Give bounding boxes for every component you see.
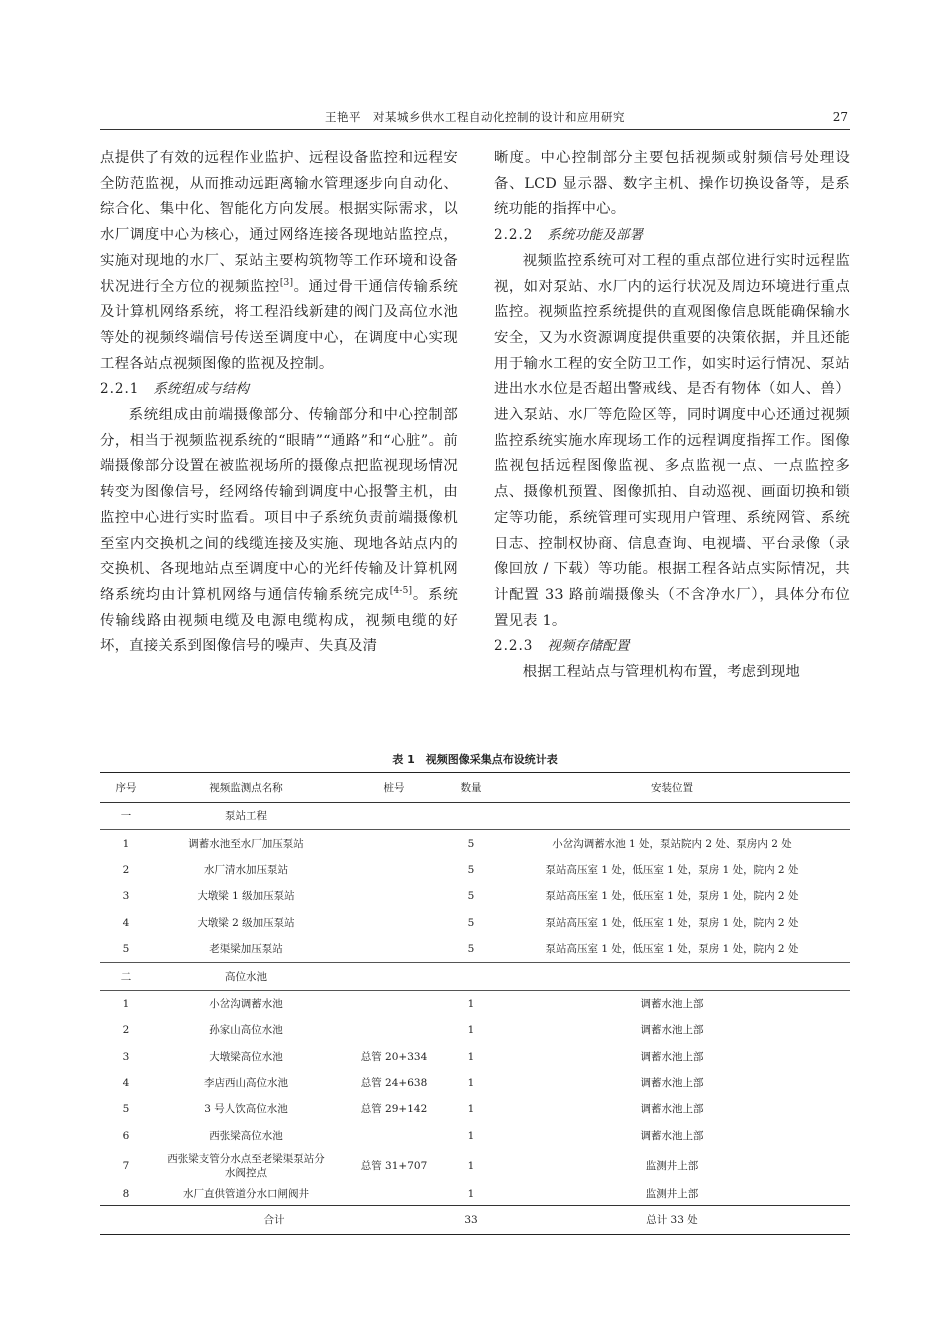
section-number: 2.2.1 <box>100 381 140 398</box>
table-cell: 泵站工程 <box>152 803 340 830</box>
table-cell: 调蓄水池上部 <box>640 1024 704 1037</box>
table-cell: 6 <box>122 1129 130 1142</box>
table-cell: 一 <box>100 803 152 830</box>
running-title: 王艳平 对某城乡供水工程自动化控制的设计和应用研究 <box>325 110 625 124</box>
table-cell: 8 <box>122 1188 130 1201</box>
table-cell: 小岔沟调蓄水池 1 处，泵站院内 2 处、泵房内 2 处 <box>552 837 792 850</box>
page-number: 27 <box>832 110 848 124</box>
table-section-row <box>100 803 850 830</box>
paragraph-text: 。系统传输线路由视频电缆及电源电缆构成，视频电缆的好坏，直接关系到图像信号的噪声、失真及清 <box>100 586 458 655</box>
table-cell: 泵站高压室 1 处，低压室 1 处，泵房 1 处，院内 2 处 <box>545 890 799 903</box>
table-cell: 3 <box>122 890 130 903</box>
table-cell <box>340 910 448 936</box>
table-row <box>100 990 850 1017</box>
table-cell: 1 <box>467 1160 475 1173</box>
section-heading-2-2-2 <box>494 223 850 249</box>
table-cell: 4 <box>122 1077 130 1090</box>
table-cell: 5 <box>467 943 475 956</box>
table-cell: 5 <box>122 943 130 956</box>
table-cell: 7 <box>122 1160 130 1173</box>
table-cell <box>340 883 448 909</box>
paragraph-text: 点提供了有效的远程作业监护、远程设备监控和远程安全防范监视，从而推动远距离输水管理逐步向自动化、综合化、集中化、智能化方向发展。根据实际需求，以水厂调度中心为核心，通过网络连接各现地站监控点，实施对现地的水厂、泵站主要构筑物等工作环境和设备状况进行全方位的视频监控 <box>100 150 458 295</box>
table-cell <box>340 803 448 830</box>
table-cell: 调蓄水池上部 <box>640 1103 704 1116</box>
column-header: 视频监测点名称 <box>152 773 340 803</box>
total-location: 总计 33 处 <box>494 1206 850 1235</box>
paragraph: 晰度。中心控制部分主要包括视频或射频信号处理设备、LCD 显示器、数字主机、操作切换设备等，是系统功能的指挥中心。 <box>494 150 850 218</box>
table-cell: 泵站高压室 1 处，低压室 1 处，泵房 1 处，院内 2 处 <box>545 863 799 876</box>
table-cell <box>340 1183 448 1206</box>
table-cell: 1 <box>467 1077 475 1090</box>
table-row <box>100 1044 850 1070</box>
table-cell: 老渠梁加压泵站 <box>209 943 283 956</box>
table-cell <box>494 963 850 990</box>
table-cell <box>340 830 448 857</box>
right-column <box>494 146 850 686</box>
table-cell: 1 <box>467 997 475 1010</box>
section-title: 视频存储配置 <box>547 638 630 655</box>
table-cell: 调蓄水池至水厂加压泵站 <box>188 837 304 850</box>
table-cell: 1 <box>122 837 130 850</box>
section-heading-2-2-3 <box>494 634 850 660</box>
table-cell: 1 <box>122 997 130 1010</box>
table-cell <box>448 963 494 990</box>
section-title: 系统功能及部署 <box>547 227 644 244</box>
table-cell: 1 <box>467 1188 475 1201</box>
table-cell: 小岔沟调蓄水池 <box>209 997 283 1010</box>
table-cell: 西张梁支管分水点至老梁渠泵站分水阀控点 <box>167 1153 325 1180</box>
table-cell: 调蓄水池上部 <box>640 1077 704 1090</box>
total-label: 合计 <box>100 1206 448 1235</box>
paragraph: 视频监控系统可对工程的重点部位进行实时远程监视，如对泵站、水厂内的运行状况及周边环境进行重点监控。视频监控系统提供的直观图像信息既能确保输水安全，又为水资源调度提供重要的决策依据，并且还能用于输水工程的安全防卫工作，如实时运行情况、泵站进出水水位是否超出警戒线、是否有物体（如人、兽）进入泵站、水厂等危险区等，同时调度中心还通过视频监控系统实施水库现场工作的远程调度指挥工作。图像监视包括远程图像监视、多点监视一点、一点监控多点、摄像机预置、图像抓拍、自动巡视、画面切换和锁定等功能，系统管理可实现用户管理、系统网管、系统日志、控制权协商、信息查询、电视墙、平台录像（录像回放 / 下载）等功能。根据工程各站点实际情况，共计配置 33 路前端摄像头（不含净水厂），具体分布位置见表 1。 <box>494 252 850 629</box>
table-cell: 总管 29+142 <box>360 1103 428 1116</box>
table-row <box>100 936 850 963</box>
table-cell: 总管 20+334 <box>360 1050 428 1063</box>
citation: [4-5] <box>389 585 413 596</box>
table-cell: 二 <box>100 963 152 990</box>
paragraph <box>100 146 458 377</box>
table-cell: 5 <box>467 890 475 903</box>
table-cell: 西张梁高位水池 <box>209 1129 283 1142</box>
table-caption: 表 1 视频图像采集点布设统计表 <box>392 753 558 766</box>
table-cell: 调蓄水池上部 <box>640 997 704 1010</box>
table-cell: 大墩梁 1 级加压泵站 <box>197 890 295 903</box>
table-cell: 1 <box>467 1050 475 1063</box>
section-number: 2.2.3 <box>494 638 534 655</box>
column-header: 安装位置 <box>494 773 850 803</box>
left-column <box>100 146 458 660</box>
table-cell <box>494 803 850 830</box>
table-cell <box>340 963 448 990</box>
column-header: 序号 <box>100 773 152 803</box>
table-cell: 孙家山高位水池 <box>209 1024 283 1037</box>
paragraph: 根据工程站点与管理机构布置，考虑到现地 <box>522 664 801 681</box>
table-total-row <box>100 1206 850 1235</box>
table-row <box>100 883 850 909</box>
table-cell: 水厂清水加压泵站 <box>204 863 288 876</box>
table-cell: 泵站高压室 1 处，低压室 1 处，泵房 1 处，院内 2 处 <box>545 916 799 929</box>
table-cell <box>340 857 448 883</box>
table-cell <box>340 990 448 1017</box>
table-cell: 大墩梁 2 级加压泵站 <box>197 916 295 929</box>
table-row <box>100 1096 850 1122</box>
table-row <box>100 1017 850 1043</box>
table-cell: 5 <box>467 863 475 876</box>
section-title: 系统组成与结构 <box>153 381 250 398</box>
table-cell: 监测井上部 <box>645 1188 699 1201</box>
table-section-row <box>100 963 850 990</box>
table-cell: 5 <box>467 916 475 929</box>
table-row <box>100 1070 850 1096</box>
table-cell: 1 <box>467 1024 475 1037</box>
table-row <box>100 1149 850 1183</box>
table-cell: 水厂直供管道分水口闸阀井 <box>183 1188 309 1201</box>
column-header: 桩号 <box>340 773 448 803</box>
table-cell: 5 <box>122 1103 130 1116</box>
table-cell: 2 <box>122 1024 130 1037</box>
table-cell: 2 <box>122 863 130 876</box>
table-cell: 调蓄水池上部 <box>640 1129 704 1142</box>
table-cell: 监测井上部 <box>645 1160 699 1173</box>
table-cell: 1 <box>467 1129 475 1142</box>
paragraph-text: 系统组成由前端摄像部分、传输部分和中心控制部分，相当于视频监视系统的“眼睛”“通路”和“心脏”。前端摄像部分设置在被监视场所的摄像点把监视现场情况转变为图像信号，经网络传输到调度中心报警主机，由监控中心进行实时监看。项目中子系统负责前端摄像机至室内交换机之间的线缆连接及实施、现地各站点内的交换机、各现地站点至调度中心的光纤传输及计算机网络系统均由计算机网络与通信传输系统完成 <box>100 407 458 603</box>
running-header <box>100 107 850 130</box>
table-cell: 总管 24+638 <box>360 1077 428 1090</box>
table-cell <box>448 803 494 830</box>
total-qty: 33 <box>448 1206 494 1235</box>
table-row <box>100 830 850 857</box>
table-cell: 大墩梁高位水池 <box>209 1050 283 1063</box>
table-cell: 1 <box>467 1103 475 1116</box>
table-cell: 泵站高压室 1 处，低压室 1 处，泵房 1 处，院内 2 处 <box>545 943 799 956</box>
data-table <box>100 772 850 1235</box>
table-cell: 3 <box>122 1050 130 1063</box>
table-cell: 调蓄水池上部 <box>640 1050 704 1063</box>
column-header: 数量 <box>448 773 494 803</box>
section-number: 2.2.2 <box>494 227 534 244</box>
table-cell: 李店西山高位水池 <box>204 1077 288 1090</box>
table-cell: 3 号人饮高位水池 <box>204 1103 288 1116</box>
table-cell <box>340 1017 448 1043</box>
table-cell: 高位水池 <box>152 963 340 990</box>
table-cell: 5 <box>467 837 475 850</box>
section-heading-2-2-1 <box>100 377 458 403</box>
table-row <box>100 1123 850 1149</box>
table-cell: 总管 31+707 <box>360 1160 428 1173</box>
table-row <box>100 910 850 936</box>
paragraph <box>100 403 458 660</box>
paragraph-text: 。通过骨干通信传输系统及计算机网络系统，将工程沿线新建的阀门及高位水池等处的视频终端信号传送至调度中心，在调度中心实现工程各站点视频图像的监视及控制。 <box>100 278 458 372</box>
table-row <box>100 1183 850 1206</box>
table-row <box>100 857 850 883</box>
table-header-row <box>100 773 850 803</box>
table-cell: 4 <box>122 916 130 929</box>
table-cell <box>340 1123 448 1149</box>
table-cell <box>340 936 448 963</box>
citation: [3] <box>279 277 294 288</box>
